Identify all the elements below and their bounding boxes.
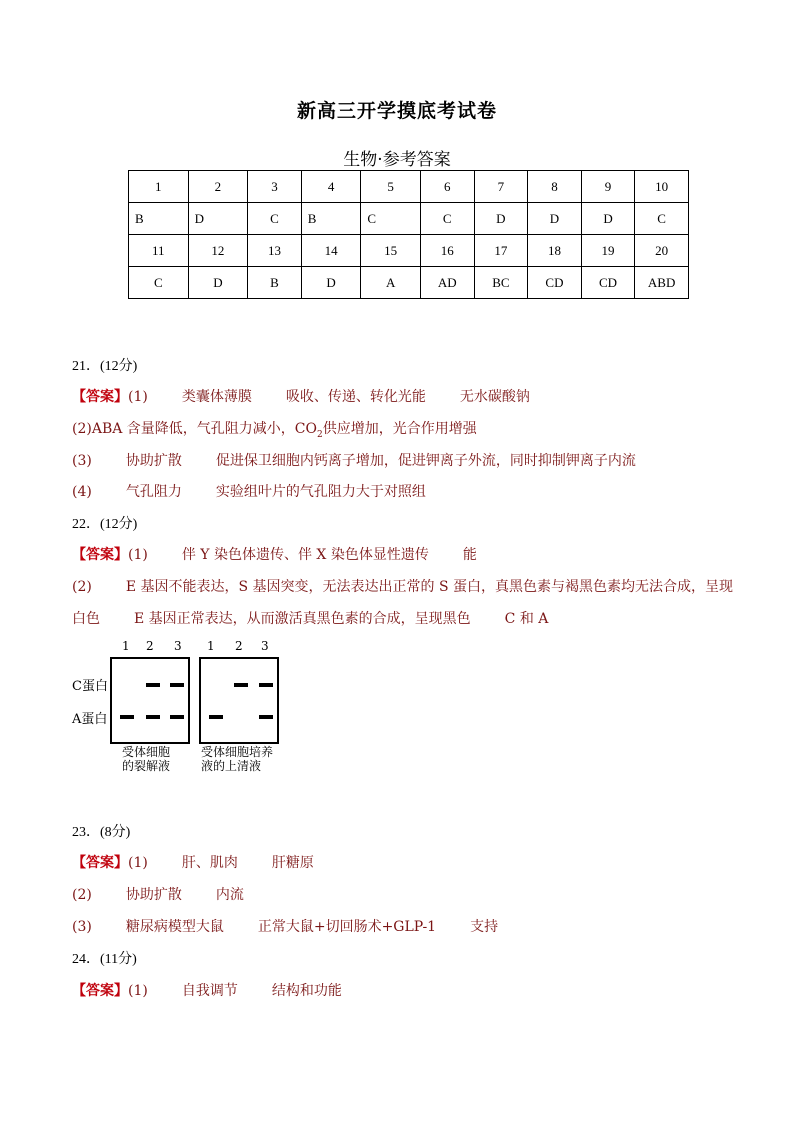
table-cell: D	[188, 267, 248, 299]
part-number: (4)	[72, 484, 92, 500]
part-number: (1)	[128, 547, 148, 563]
row-label-a-protein: A蛋白	[72, 712, 108, 727]
answer-text: E 基因正常表达，从而激活真黑色素的合成，呈现黑色	[134, 611, 471, 627]
blot-band	[209, 715, 223, 719]
q21-answer-line-1	[72, 386, 530, 406]
table-cell: 15	[361, 235, 421, 267]
table-cell: 19	[581, 235, 635, 267]
table-row	[129, 203, 689, 235]
question-22-heading: 22．(12分)	[72, 517, 138, 532]
table-cell: B	[301, 203, 361, 235]
blot-band	[120, 715, 134, 719]
table-cell: 12	[188, 235, 248, 267]
table-cell: ABD	[635, 267, 689, 299]
table-cell: D	[474, 203, 528, 235]
answer-text: 糖尿病模型大鼠	[125, 919, 224, 935]
q22-answer-line-2	[72, 576, 733, 596]
table-cell: 20	[635, 235, 689, 267]
lane-number: 2	[235, 639, 243, 653]
q22-answer-line-1	[72, 544, 477, 564]
table-cell: B	[129, 203, 189, 235]
answer-text: (2)ABA 含量降低，气孔阻力减小，CO	[72, 421, 317, 437]
answer-text: 自我调节	[181, 983, 238, 999]
part-number: (2)	[72, 887, 92, 903]
caption-line: 液的上清液	[201, 759, 262, 773]
table-cell: 1	[129, 171, 189, 203]
answer-tag: 【答案】	[72, 855, 128, 871]
answer-tag: 【答案】	[72, 983, 128, 999]
table-row	[129, 235, 689, 267]
table-cell: C	[361, 203, 421, 235]
answer-tag: 【答案】	[72, 389, 128, 405]
blot-band	[259, 683, 273, 687]
answer-tag: 【答案】	[72, 547, 128, 563]
table-cell: C	[420, 203, 474, 235]
lane-number: 2	[146, 639, 154, 653]
answer-text: 协助扩散	[125, 887, 182, 903]
q24-answer-line-1	[72, 980, 342, 1000]
table-cell: 8	[528, 171, 582, 203]
table-cell: A	[361, 267, 421, 299]
part-number: (3)	[72, 453, 92, 469]
question-24-heading: 24．(11分)	[72, 952, 137, 967]
table-cell: CD	[581, 267, 635, 299]
answer-table	[128, 170, 689, 299]
answer-text: 结构和功能	[271, 983, 342, 999]
caption-line: 受体细胞	[122, 745, 171, 759]
table-cell: 10	[635, 171, 689, 203]
answer-text: 吸收、传递、转化光能	[285, 389, 426, 405]
lane-number: 1	[207, 639, 215, 653]
table-cell: 14	[301, 235, 361, 267]
subscript: 2	[316, 429, 323, 440]
blot-band	[170, 683, 184, 687]
table-cell: 17	[474, 235, 528, 267]
q21-answer-line-2	[72, 418, 477, 440]
answer-text: 支持	[470, 919, 499, 935]
part-number: (2)	[72, 579, 92, 595]
q23-answer-line-1	[72, 852, 314, 872]
supernatant-blot-panel	[199, 657, 279, 744]
caption-lysate	[122, 745, 170, 773]
blot-band	[234, 683, 248, 687]
table-cell: 18	[528, 235, 582, 267]
answer-text: 伴 Y 染色体遗传、伴 X 染色体显性遗传	[181, 547, 429, 563]
answer-text: 类囊体薄膜	[181, 389, 252, 405]
table-cell: C	[129, 267, 189, 299]
lane-number: 3	[261, 639, 269, 653]
table-cell: 6	[420, 171, 474, 203]
answer-text: 能	[462, 547, 477, 563]
q21-answer-line-3	[72, 450, 636, 470]
caption-line: 受体细胞培养	[201, 745, 274, 759]
table-cell: 9	[581, 171, 635, 203]
table-cell: 3	[248, 171, 302, 203]
blot-band	[146, 715, 160, 719]
lane-number: 1	[122, 639, 130, 653]
lane-number: 3	[174, 639, 182, 653]
table-cell: AD	[420, 267, 474, 299]
part-number: (1)	[128, 855, 148, 871]
exam-subtitle: 生物·参考答案	[343, 150, 451, 170]
table-cell: BC	[474, 267, 528, 299]
answer-text: 白色	[72, 611, 100, 627]
table-cell: CD	[528, 267, 582, 299]
blot-figure	[72, 637, 292, 782]
answer-text: 促进保卫细胞内钙离子增加，促进钾离子外流，同时抑制钾离子内流	[215, 453, 636, 469]
answer-text: E 基因不能表达，S 基因突变，无法表达出正常的 S 蛋白，真黑色素与褐黑色素均无法合成，呈现	[125, 579, 734, 595]
q22-answer-line-3	[72, 608, 548, 628]
answer-text: 供应增加，光合作用增强	[322, 421, 477, 437]
q23-answer-line-2	[72, 884, 244, 904]
table-cell: 16	[420, 235, 474, 267]
lysate-blot-panel	[110, 657, 190, 744]
part-number: (3)	[72, 919, 92, 935]
answer-text: C 和 A	[504, 611, 549, 627]
table-cell: D	[528, 203, 582, 235]
answer-text: 肝糖原	[271, 855, 314, 871]
table-cell: C	[635, 203, 689, 235]
table-cell: D	[188, 203, 248, 235]
question-23-heading: 23．(8分)	[72, 825, 131, 840]
table-cell: D	[301, 267, 361, 299]
table-cell: B	[248, 267, 302, 299]
blot-band	[146, 683, 160, 687]
row-label-c-protein: C蛋白	[72, 679, 108, 694]
answer-text: 正常大鼠+切回肠术+GLP-1	[257, 919, 437, 935]
question-21-heading: 21．(12分)	[72, 359, 138, 374]
part-number: (1)	[128, 983, 148, 999]
blot-band	[170, 715, 184, 719]
exam-title: 新高三开学摸底考试卷	[296, 100, 497, 122]
table-cell: C	[248, 203, 302, 235]
answer-text: 无水碳酸钠	[459, 389, 530, 405]
caption-supernatant	[201, 745, 273, 773]
table-row	[129, 267, 689, 299]
part-number: (1)	[128, 389, 148, 405]
table-cell: 2	[188, 171, 248, 203]
caption-line: 的裂解液	[122, 759, 171, 773]
answer-text: 协助扩散	[125, 453, 182, 469]
blot-band	[259, 715, 273, 719]
q21-answer-line-4	[72, 481, 426, 501]
answer-text: 内流	[215, 887, 244, 903]
table-cell: 13	[248, 235, 302, 267]
table-cell: D	[581, 203, 635, 235]
table-row	[129, 171, 689, 203]
table-cell: 4	[301, 171, 361, 203]
table-cell: 5	[361, 171, 421, 203]
table-cell: 7	[474, 171, 528, 203]
answer-text: 肝、肌肉	[181, 855, 238, 871]
table-cell: 11	[129, 235, 189, 267]
answer-text: 实验组叶片的气孔阻力大于对照组	[215, 484, 426, 500]
q23-answer-line-3	[72, 916, 498, 936]
answer-text: 气孔阻力	[125, 484, 182, 500]
